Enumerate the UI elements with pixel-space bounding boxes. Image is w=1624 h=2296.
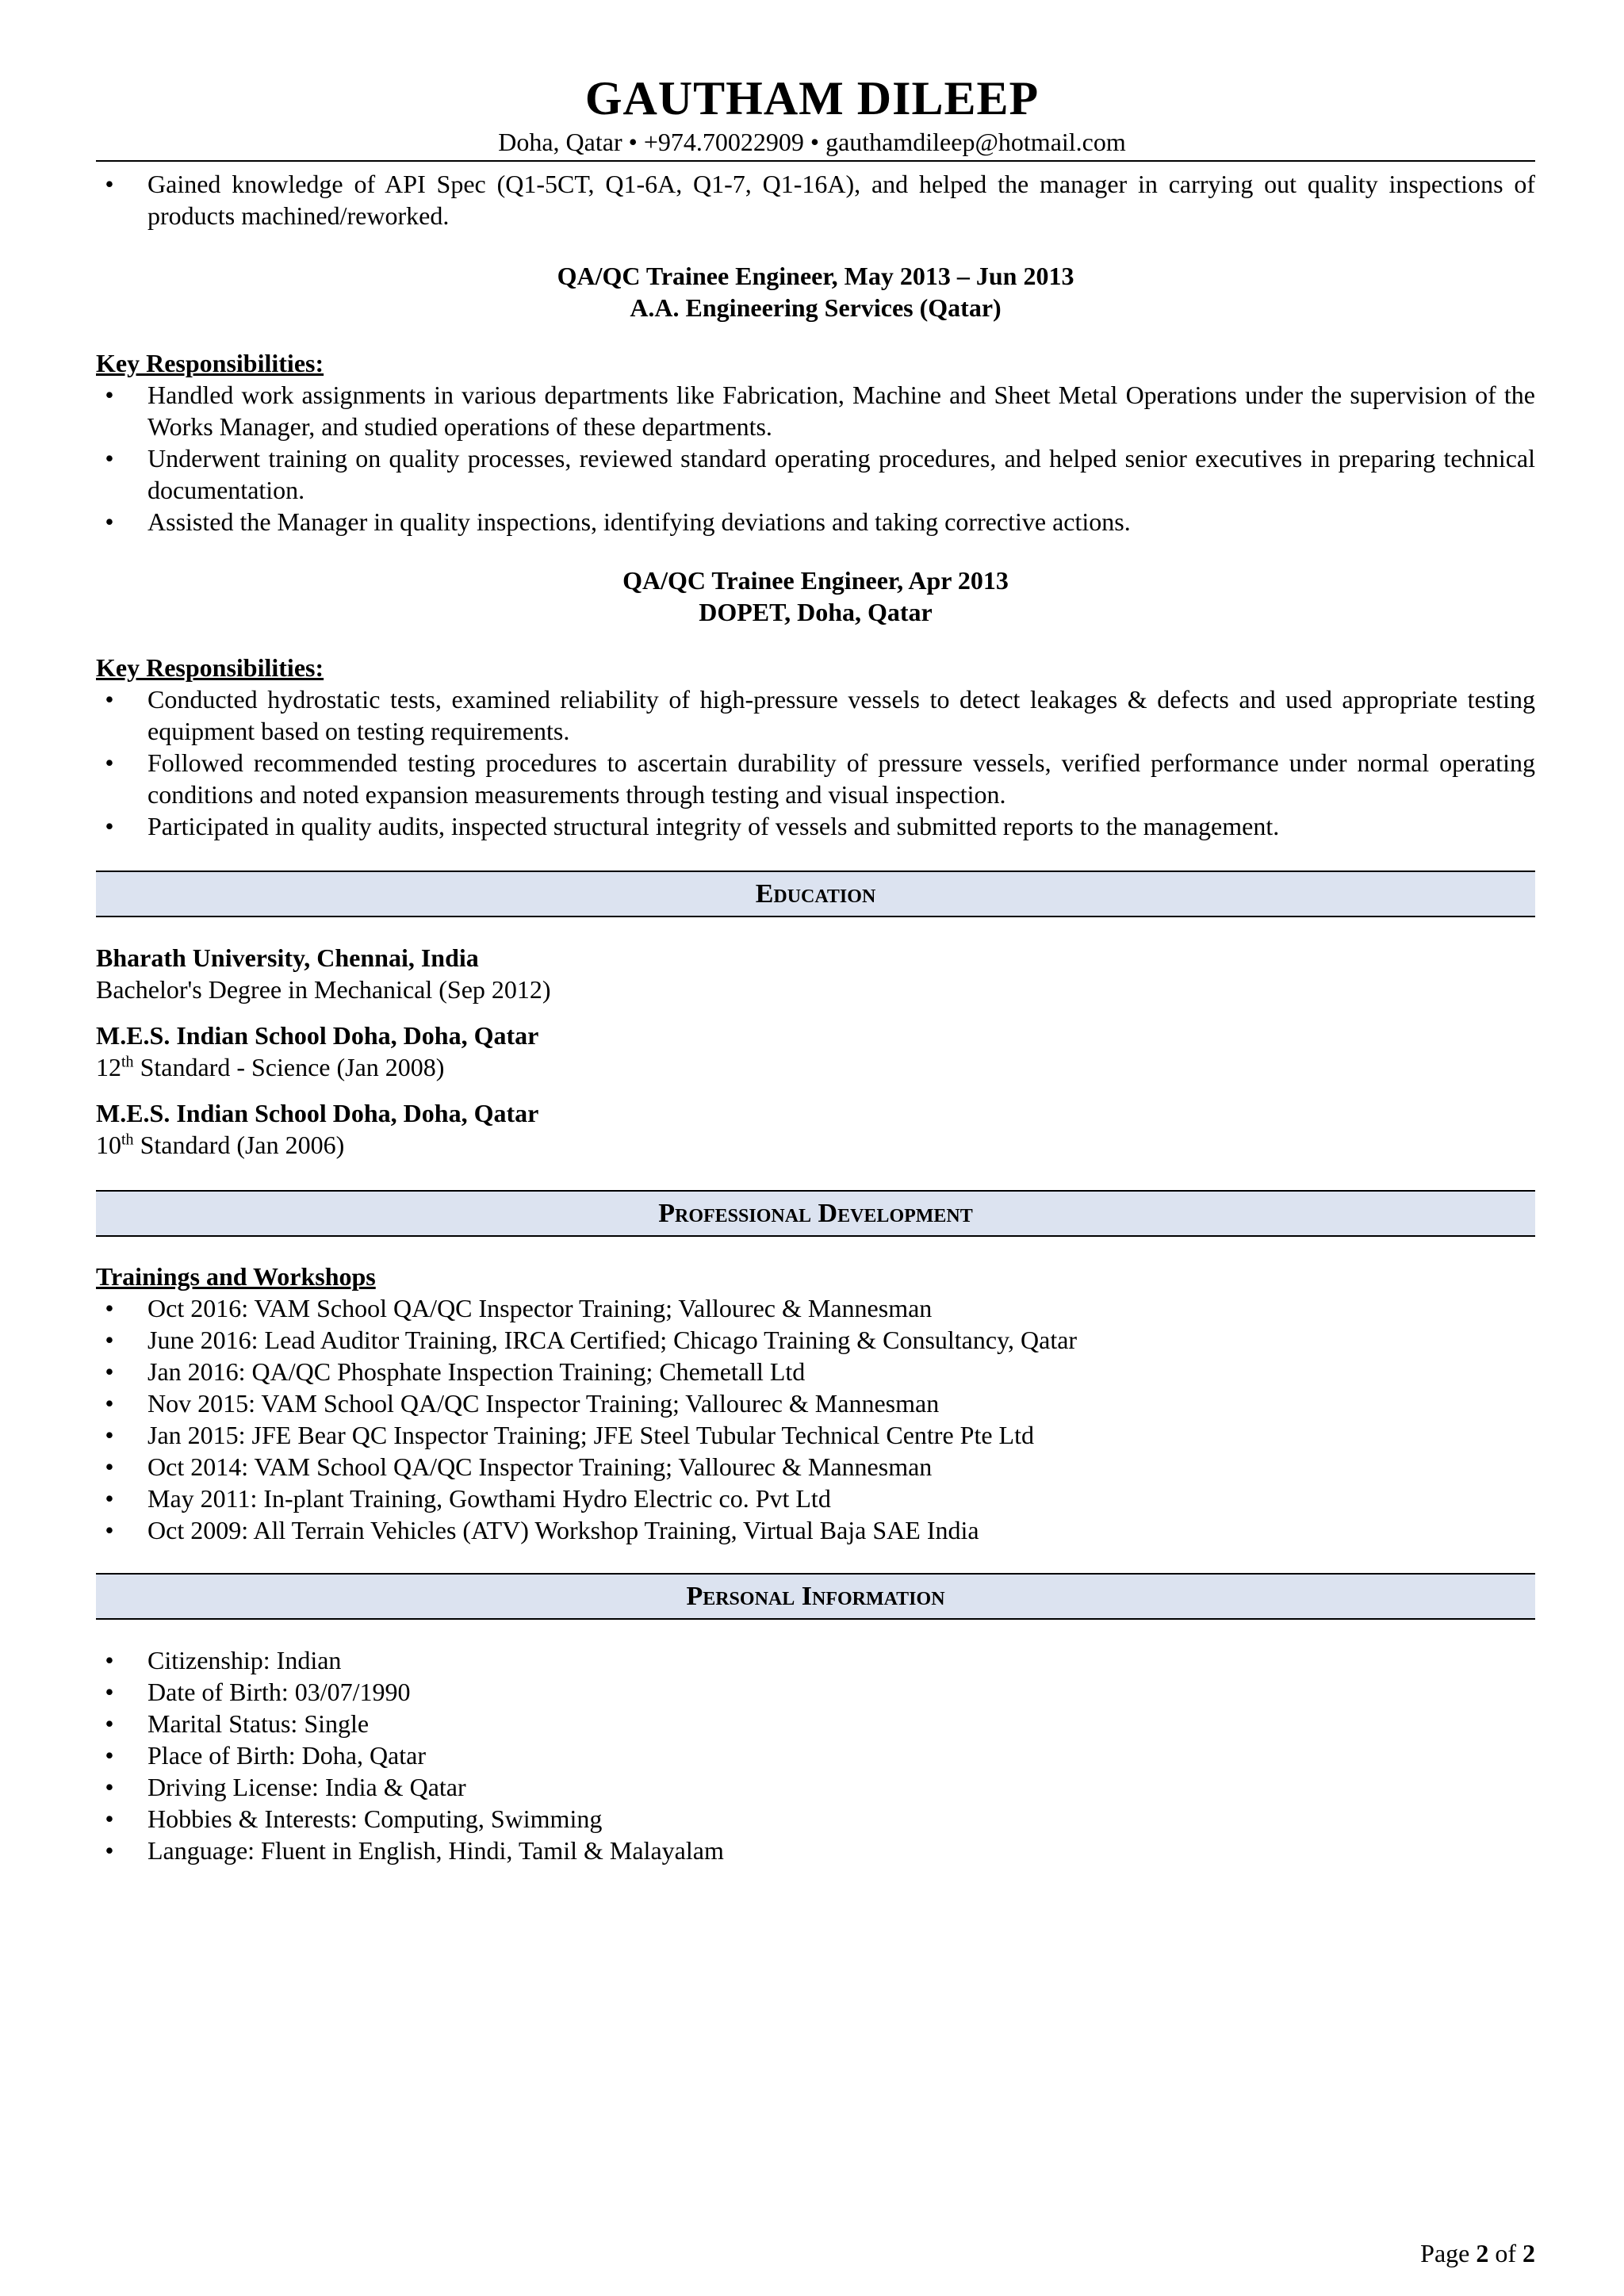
responsibilities-label: Key Responsibilities: xyxy=(96,349,324,377)
contact-line: Doha, Qatar • +974.70022909 • gauthamdileep@hotmail.com xyxy=(498,128,1126,156)
degree: 10th Standard (Jan 2006) xyxy=(96,1131,345,1159)
job-responsibilities xyxy=(96,652,1535,842)
list-item: • Language: Fluent in English, Hindi, Tamil & Malayalam xyxy=(96,1835,1535,1866)
personal-info-list xyxy=(96,1644,1535,1866)
job-title: QA/QC Trainee Engineer, Apr 2013 xyxy=(622,566,1009,595)
school-name: Bharath University, Chennai, India xyxy=(96,943,479,972)
job-company: A.A. Engineering Services (Qatar) xyxy=(630,293,1002,322)
job-entry xyxy=(96,260,1535,323)
section-heading-education: Education xyxy=(96,871,1535,917)
school-name: M.E.S. Indian School Doha, Doha, Qatar xyxy=(96,1021,539,1050)
job-company: DOPET, Doha, Qatar xyxy=(699,598,933,626)
list-item: • Citizenship: Indian xyxy=(96,1644,1535,1676)
bullet-icon: • xyxy=(105,1709,114,1738)
section-heading-professional-development: Professional Development xyxy=(96,1190,1535,1237)
bullet-icon: • xyxy=(105,1678,114,1706)
bullet-icon: • xyxy=(105,685,114,714)
trainings-list xyxy=(96,1261,1535,1546)
education-list xyxy=(96,942,1535,1175)
bullet-icon: • xyxy=(105,1741,114,1770)
bullet-icon: • xyxy=(105,170,114,198)
list-item: • Nov 2015: VAM School QA/QC Inspector Training; Vallourec & Mannesman xyxy=(96,1387,1535,1419)
bullet-icon: • xyxy=(105,1389,114,1418)
list-item: • June 2016: Lead Auditor Training, IRCA Certified; Chicago Training & Consultancy, Qatar xyxy=(96,1324,1535,1356)
experience-continued xyxy=(96,168,1535,232)
bullet-icon: • xyxy=(105,381,114,409)
list-item: • Conducted hydrostatic tests, examined reliability of high-pressure vessels to detect leakages & defects and used appropriate testing equipment based on testing requirements. xyxy=(96,683,1535,747)
list-item: • Marital Status: Single xyxy=(96,1708,1535,1739)
education-entry xyxy=(96,1020,1535,1083)
candidate-name: GAUTHAM DILEEP xyxy=(584,72,1040,124)
header-divider xyxy=(96,160,1535,162)
bullet-icon: • xyxy=(105,507,114,536)
bullet-icon: • xyxy=(105,1516,114,1544)
bullet-icon: • xyxy=(105,1421,114,1449)
list-item: • May 2011: In-plant Training, Gowthami Hydro Electric co. Pvt Ltd xyxy=(96,1483,1535,1514)
list-item: • Jan 2016: QA/QC Phosphate Inspection Training; Chemetall Ltd xyxy=(96,1356,1535,1387)
list-item: • Handled work assignments in various departments like Fabrication, Machine and Sheet Metal Operations under the supervision of the Works Manager, and studied operations of these departments. xyxy=(96,379,1535,442)
job-responsibilities xyxy=(96,347,1535,538)
bullet-icon: • xyxy=(105,1452,114,1481)
bullet-icon: • xyxy=(105,1773,114,1801)
bullet-icon: • xyxy=(105,748,114,777)
page-number: Page 2 of 2 xyxy=(1420,2239,1535,2267)
bullet-icon: • xyxy=(105,1326,114,1354)
job-title: QA/QC Trainee Engineer, May 2013 – Jun 2013 xyxy=(557,262,1074,290)
bullet-icon: • xyxy=(105,444,114,473)
bullet-icon: • xyxy=(105,1294,114,1322)
section-heading-personal-information: Personal Information xyxy=(96,1573,1535,1620)
list-item: • Followed recommended testing procedures to ascertain durability of pressure vessels, verified performance under normal operating conditions and noted expansion measurements through testing and visual inspection. xyxy=(96,747,1535,810)
bullet-icon: • xyxy=(105,1646,114,1674)
list-item: • Assisted the Manager in quality inspections, identifying deviations and taking corrective actions. xyxy=(96,506,1535,538)
bullet-icon: • xyxy=(105,1836,114,1865)
school-name: M.E.S. Indian School Doha, Doha, Qatar xyxy=(96,1099,539,1127)
trainings-subheading: Trainings and Workshops xyxy=(96,1262,376,1291)
education-entry xyxy=(96,942,1535,1005)
degree: Bachelor's Degree in Mechanical (Sep 2012) xyxy=(96,975,551,1004)
list-item: • Date of Birth: 03/07/1990 xyxy=(96,1676,1535,1708)
list-item: • Oct 2009: All Terrain Vehicles (ATV) Workshop Training, Virtual Baja SAE India xyxy=(96,1514,1535,1546)
bullet-icon: • xyxy=(105,1357,114,1386)
degree: 12th Standard - Science (Jan 2008) xyxy=(96,1053,445,1081)
responsibilities-label: Key Responsibilities: xyxy=(96,653,324,682)
bullet-icon: • xyxy=(105,1484,114,1513)
list-item: • Place of Birth: Doha, Qatar xyxy=(96,1739,1535,1771)
job-entry xyxy=(96,564,1535,628)
list-item: • Oct 2016: VAM School QA/QC Inspector Training; Vallourec & Mannesman xyxy=(96,1292,1535,1324)
list-item: • Gained knowledge of API Spec (Q1-5CT, Q1-6A, Q1-7, Q1-16A), and helped the manager in carrying out quality inspections of products machined/reworked. xyxy=(96,168,1535,232)
list-item: • Driving License: India & Qatar xyxy=(96,1771,1535,1803)
list-item: • Jan 2015: JFE Bear QC Inspector Training; JFE Steel Tubular Technical Centre Pte Ltd xyxy=(96,1419,1535,1451)
list-item: • Hobbies & Interests: Computing, Swimming xyxy=(96,1803,1535,1835)
list-item: • Underwent training on quality processes, reviewed standard operating procedures, and helped senior executives in preparing technical documentation. xyxy=(96,442,1535,506)
bullet-icon: • xyxy=(105,1804,114,1833)
education-entry xyxy=(96,1097,1535,1161)
list-item: • Oct 2014: VAM School QA/QC Inspector Training; Vallourec & Mannesman xyxy=(96,1451,1535,1483)
list-item: • Participated in quality audits, inspected structural integrity of vessels and submitted reports to the management. xyxy=(96,810,1535,842)
bullet-icon: • xyxy=(105,812,114,840)
